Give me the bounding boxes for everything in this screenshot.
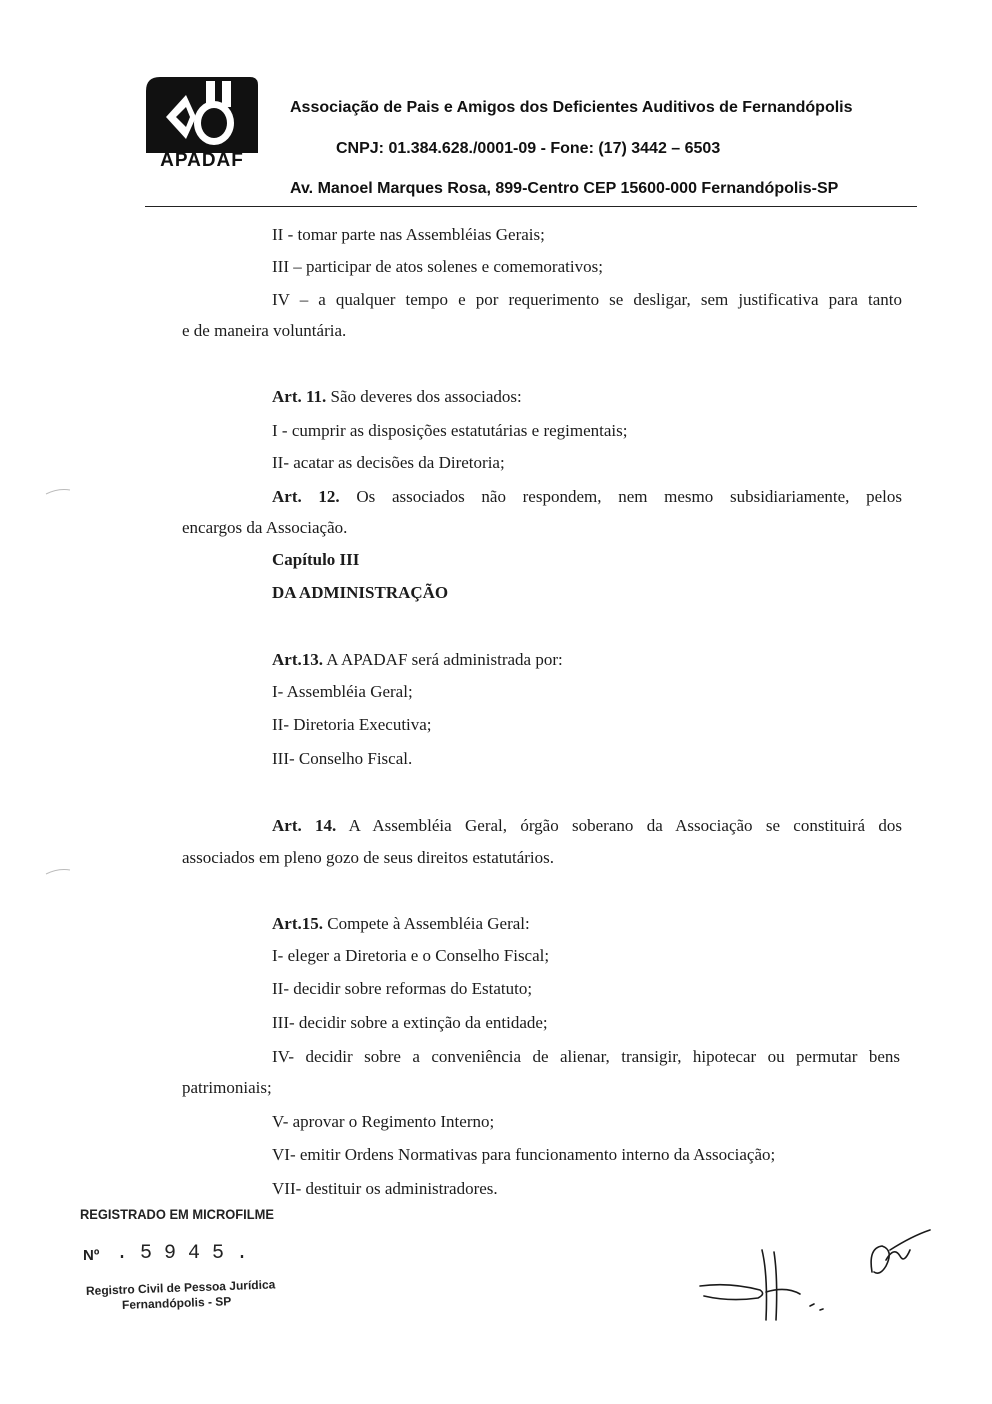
- text-line: I- Assembléia Geral;: [272, 682, 413, 701]
- text-line: IV- decidir sobre a conveniência de alienar, transigir, hipotecar ou permutar bens: [272, 1047, 900, 1066]
- stamp-title: REGISTRADO EM MICROFILME: [80, 1206, 274, 1222]
- text-line: e de maneira voluntária.: [182, 321, 347, 340]
- text-line: III- decidir sobre a extinção da entidade;: [272, 1013, 548, 1032]
- text-line: encargos da Associação.: [182, 518, 348, 537]
- text-line: VI- emitir Ordens Normativas para funcionamento interno da Associação;: [272, 1145, 776, 1164]
- stamp-number-label: Nº: [83, 1247, 100, 1264]
- text-line: II - tomar parte nas Assembléias Gerais;: [272, 225, 545, 244]
- stamp-city: Fernandópolis - SP: [121, 1294, 232, 1312]
- scan-marks: [44, 480, 74, 900]
- stamp-registry: Registro Civil de Pessoa Jurídica: [85, 1277, 276, 1298]
- signature-initials: [690, 1220, 940, 1330]
- text-line: V- aprovar o Regimento Interno;: [272, 1112, 495, 1131]
- header-divider: [145, 206, 917, 207]
- article-label: Art. 12.: [272, 487, 340, 506]
- chapter-title: DA ADMINISTRAÇÃO: [272, 583, 449, 602]
- text-line: VII- destituir os administradores.: [272, 1179, 498, 1198]
- text-line: patrimoniais;: [182, 1078, 272, 1097]
- article-11: Art. 11. São deveres dos associados:: [272, 387, 522, 406]
- article-15: Art.15. Compete à Assembléia Geral:: [272, 914, 530, 933]
- text-line: III – participar de atos solenes e comemorativos;: [272, 257, 603, 276]
- chapter-heading: Capítulo III: [272, 550, 360, 569]
- article-14: Art. 14. A Assembléia Geral, órgão soberano da Associação se constituirá dos: [272, 816, 902, 835]
- article-label: Art.15.: [272, 914, 323, 933]
- text-line: II- decidir sobre reformas do Estatuto;: [272, 979, 533, 998]
- article-label: Art.13.: [272, 650, 323, 669]
- article-13: Art.13. A APADAF será administrada por:: [272, 650, 563, 669]
- text-line: III- Conselho Fiscal.: [272, 749, 413, 768]
- text-line: associados em pleno gozo de seus direitos estatutários.: [182, 848, 555, 867]
- text-line: IV – a qualquer tempo e por requerimento se desligar, sem justificativa para tanto: [272, 290, 902, 309]
- text-line: I- eleger a Diretoria e o Conselho Fiscal;: [272, 946, 550, 965]
- text-line: II- acatar as decisões da Diretoria;: [272, 453, 505, 472]
- address-line: Av. Manoel Marques Rosa, 899-Centro CEP 15600-000 Fernandópolis-SP: [290, 180, 839, 197]
- article-label: Art. 14.: [272, 816, 337, 835]
- article-12: Art. 12. Os associados não respondem, nem mesmo subsidiariamente, pelos: [272, 487, 902, 506]
- organization-name: Associação de Pais e Amigos dos Deficientes Auditivos de Fernandópolis: [290, 99, 853, 116]
- text-line: I - cumprir as disposições estatutárias e regimentais;: [272, 421, 628, 440]
- logo-wordmark: APADAF: [160, 150, 244, 171]
- contact-line: CNPJ: 01.384.628./0001-09 - Fone: (17) 3442 – 6503: [336, 140, 721, 157]
- text-line: II- Diretoria Executiva;: [272, 715, 432, 734]
- article-label: Art. 11.: [272, 387, 327, 406]
- stamp-number: . 5 9 4 5 .: [116, 1242, 249, 1265]
